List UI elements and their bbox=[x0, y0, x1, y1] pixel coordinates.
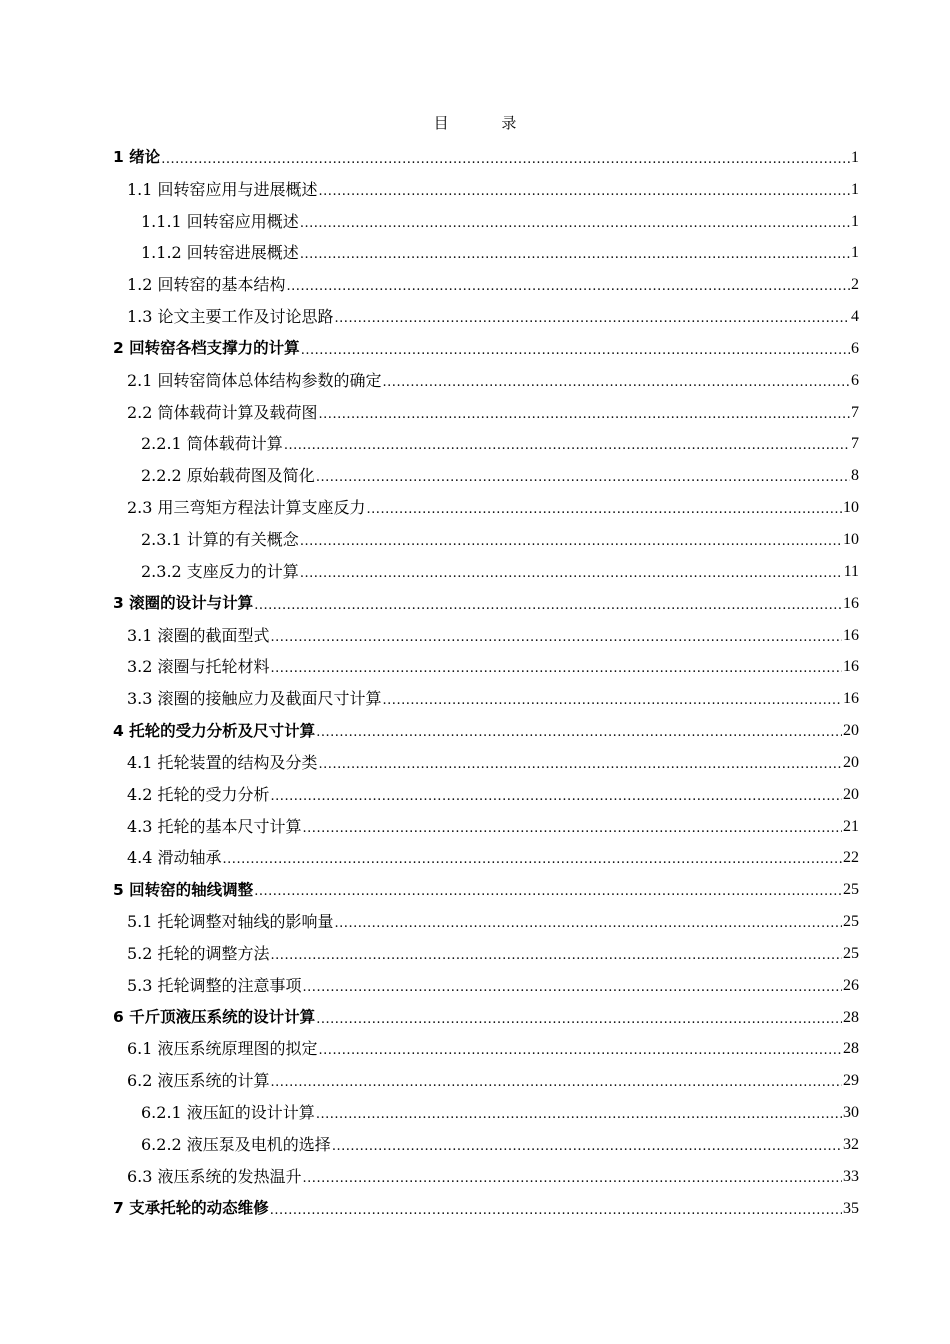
toc-entry-title: 1.2 回转窑的基本结构 bbox=[127, 275, 286, 295]
toc-title-right: 录 bbox=[501, 114, 517, 132]
toc-entry-page: 29 bbox=[843, 1072, 859, 1090]
toc-leader-dots bbox=[270, 1204, 842, 1217]
toc-leader-dots bbox=[287, 280, 850, 293]
toc-entry-page: 11 bbox=[843, 562, 859, 580]
toc-leader-dots bbox=[316, 471, 850, 484]
toc-entry-page: 8 bbox=[851, 467, 859, 485]
toc-entry-title: 2.3.1 计算的有关概念 bbox=[141, 529, 299, 549]
toc-entry[interactable] bbox=[113, 904, 859, 936]
toc-entry-title: 1.3 论文主要工作及讨论思路 bbox=[127, 307, 334, 327]
toc-entry-title: 2.2.1 筒体载荷计算 bbox=[141, 434, 283, 454]
toc-leader-dots bbox=[383, 376, 850, 389]
toc-entry-title: 5.1 托轮调整对轴线的影响量 bbox=[127, 912, 334, 932]
toc-leader-dots bbox=[271, 949, 842, 962]
table-of-contents bbox=[113, 140, 859, 1223]
toc-leader-dots bbox=[300, 248, 850, 261]
toc-entry[interactable] bbox=[113, 841, 859, 873]
toc-entry-title: 5.2 托轮的调整方法 bbox=[127, 943, 270, 963]
toc-entry-page: 16 bbox=[843, 658, 859, 676]
toc-leader-dots bbox=[223, 853, 842, 866]
toc-entry[interactable] bbox=[113, 936, 859, 968]
toc-entry[interactable] bbox=[113, 172, 859, 204]
toc-entry-title: 1.1 回转窑应用与进展概述 bbox=[127, 179, 318, 199]
toc-leader-dots bbox=[319, 1044, 842, 1057]
toc-entry[interactable] bbox=[113, 140, 859, 172]
toc-entry-title: 2 回转窑各档支撑力的计算 bbox=[113, 339, 300, 358]
toc-title bbox=[0, 112, 950, 133]
toc-entry-page: 30 bbox=[843, 1104, 859, 1122]
toc-title-left: 目 bbox=[433, 114, 449, 132]
toc-entry-page: 1 bbox=[851, 244, 859, 262]
toc-entry-page: 20 bbox=[843, 785, 859, 803]
toc-entry-title: 5.3 托轮调整的注意事项 bbox=[127, 975, 302, 995]
toc-entry-title: 2.3 用三弯矩方程法计算支座反力 bbox=[127, 498, 366, 518]
toc-entry-title: 1.1.2 回转窑进展概述 bbox=[141, 243, 299, 263]
toc-leader-dots bbox=[300, 567, 843, 580]
toc-entry-title: 2.3.2 支座反力的计算 bbox=[141, 561, 299, 581]
toc-entry-title: 4.1 托轮装置的结构及分类 bbox=[127, 752, 318, 772]
toc-leader-dots bbox=[254, 885, 842, 898]
toc-entry[interactable] bbox=[113, 490, 859, 522]
toc-leader-dots bbox=[335, 917, 842, 930]
toc-leader-dots bbox=[161, 153, 850, 166]
toc-leader-dots bbox=[332, 1140, 842, 1153]
toc-entry[interactable] bbox=[113, 1095, 859, 1127]
toc-entry[interactable] bbox=[113, 1032, 859, 1064]
toc-leader-dots bbox=[284, 439, 850, 452]
toc-entry[interactable] bbox=[113, 331, 859, 363]
toc-entry-page: 25 bbox=[843, 913, 859, 931]
toc-entry-page: 25 bbox=[843, 944, 859, 962]
toc-entry[interactable] bbox=[113, 363, 859, 395]
toc-leader-dots bbox=[319, 185, 850, 198]
toc-leader-dots bbox=[319, 408, 850, 421]
toc-entry[interactable] bbox=[113, 395, 859, 427]
toc-leader-dots bbox=[254, 599, 842, 612]
toc-entry[interactable] bbox=[113, 522, 859, 554]
toc-entry-page: 1 bbox=[851, 180, 859, 198]
toc-leader-dots bbox=[300, 217, 850, 230]
toc-entry-page: 7 bbox=[851, 403, 859, 421]
toc-entry-page: 35 bbox=[843, 1199, 859, 1217]
toc-entry-page: 32 bbox=[843, 1136, 859, 1153]
toc-entry-title: 4.3 托轮的基本尺寸计算 bbox=[127, 816, 302, 836]
toc-entry-title: 6.1 液压系统原理图的拟定 bbox=[127, 1039, 318, 1059]
toc-entry[interactable] bbox=[113, 204, 859, 236]
toc-entry[interactable] bbox=[113, 586, 859, 618]
toc-entry-page: 33 bbox=[843, 1167, 859, 1185]
toc-entry[interactable] bbox=[113, 745, 859, 777]
toc-leader-dots bbox=[303, 1172, 842, 1185]
toc-entry-page: 1 bbox=[851, 212, 859, 230]
toc-entry-title: 6 千斤顶液压系统的设计计算 bbox=[113, 1008, 316, 1027]
toc-leader-dots bbox=[271, 662, 842, 675]
toc-entry-page: 10 bbox=[843, 499, 859, 517]
toc-entry-title: 3.1 滚圈的截面型式 bbox=[127, 625, 270, 645]
toc-leader-dots bbox=[316, 1108, 842, 1121]
toc-entry-title: 6.3 液压系统的发热温升 bbox=[127, 1166, 302, 1186]
toc-entry-page: 21 bbox=[843, 817, 859, 835]
toc-leader-dots bbox=[335, 312, 850, 325]
toc-entry[interactable] bbox=[113, 1000, 859, 1032]
toc-leader-dots bbox=[303, 981, 842, 994]
toc-leader-dots bbox=[271, 631, 842, 644]
toc-entry[interactable] bbox=[113, 777, 859, 809]
toc-entry-title: 2.1 回转窑筒体总体结构参数的确定 bbox=[127, 370, 382, 390]
toc-entry[interactable] bbox=[113, 809, 859, 841]
toc-leader-dots bbox=[271, 790, 842, 803]
toc-entry-title: 3 滚圈的设计与计算 bbox=[113, 594, 254, 613]
toc-leader-dots bbox=[301, 344, 850, 357]
toc-entry-title: 5 回转窑的轴线调整 bbox=[113, 880, 254, 899]
toc-entry-title: 6.2 液压系统的计算 bbox=[127, 1071, 270, 1091]
toc-entry[interactable] bbox=[113, 1159, 859, 1191]
toc-entry-page: 6 bbox=[851, 339, 859, 357]
toc-entry-title: 1.1.1 回转窑应用概述 bbox=[141, 211, 299, 231]
toc-entry[interactable] bbox=[113, 299, 859, 331]
toc-entry-title: 3.3 滚圈的接触应力及截面尺寸计算 bbox=[127, 689, 382, 709]
toc-entry[interactable] bbox=[113, 1127, 859, 1159]
toc-entry[interactable] bbox=[113, 236, 859, 268]
toc-entry-title: 6.2.1 液压缸的设计计算 bbox=[141, 1103, 315, 1123]
toc-entry-title: 7 支承托轮的动态维修 bbox=[113, 1199, 269, 1218]
toc-leader-dots bbox=[316, 726, 842, 739]
toc-entry[interactable] bbox=[113, 681, 859, 713]
toc-entry-title: 2.2 筒体载荷计算及载荷图 bbox=[127, 402, 318, 422]
toc-entry-page: 7 bbox=[851, 435, 859, 453]
toc-entry-page: 20 bbox=[843, 722, 859, 740]
toc-entry-page: 16 bbox=[843, 690, 859, 708]
toc-entry[interactable] bbox=[113, 1191, 859, 1223]
toc-entry[interactable] bbox=[113, 968, 859, 1000]
toc-entry[interactable] bbox=[113, 872, 859, 904]
toc-entry-page: 22 bbox=[843, 849, 859, 867]
toc-entry-title: 4 托轮的受力分析及尺寸计算 bbox=[113, 721, 316, 740]
toc-leader-dots bbox=[271, 1076, 842, 1089]
toc-entry-page: 28 bbox=[843, 1040, 859, 1058]
toc-entry[interactable] bbox=[113, 618, 859, 650]
toc-entry-page: 20 bbox=[843, 753, 859, 771]
toc-entry[interactable] bbox=[113, 713, 859, 745]
toc-leader-dots bbox=[319, 758, 842, 771]
toc-entry-page: 4 bbox=[851, 308, 859, 326]
toc-entry-page: 2 bbox=[851, 276, 859, 294]
toc-entry-page: 10 bbox=[843, 530, 859, 548]
toc-entry-page: 1 bbox=[851, 148, 859, 166]
toc-entry-title: 4.4 滑动轴承 bbox=[127, 848, 222, 868]
toc-leader-dots bbox=[300, 535, 842, 548]
toc-entry-page: 16 bbox=[843, 594, 859, 612]
toc-entry[interactable] bbox=[113, 267, 859, 299]
toc-leader-dots bbox=[303, 822, 842, 835]
toc-entry[interactable] bbox=[113, 554, 859, 586]
toc-entry[interactable] bbox=[113, 458, 859, 490]
toc-entry[interactable] bbox=[113, 650, 859, 682]
toc-entry-page: 6 bbox=[851, 371, 859, 389]
toc-entry[interactable] bbox=[113, 1063, 859, 1095]
toc-leader-dots bbox=[316, 1013, 842, 1026]
toc-leader-dots bbox=[383, 694, 842, 707]
toc-entry-title: 6.2.2 液压泵及电机的选择 bbox=[141, 1135, 331, 1154]
toc-entry-title: 4.2 托轮的受力分析 bbox=[127, 784, 270, 804]
toc-entry-page: 26 bbox=[843, 976, 859, 994]
toc-entry-title: 1 绪论 bbox=[113, 148, 161, 167]
toc-entry-page: 25 bbox=[843, 881, 859, 899]
toc-entry-page: 16 bbox=[843, 626, 859, 644]
toc-entry-title: 3.2 滚圈与托轮材料 bbox=[127, 657, 270, 677]
toc-entry-page: 28 bbox=[843, 1008, 859, 1026]
toc-leader-dots bbox=[367, 503, 842, 516]
toc-entry[interactable] bbox=[113, 427, 859, 459]
toc-entry-title: 2.2.2 原始载荷图及简化 bbox=[141, 466, 315, 486]
